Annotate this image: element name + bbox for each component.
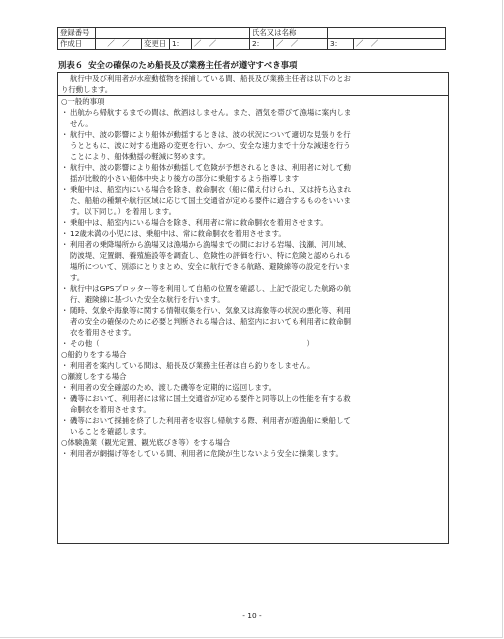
page-number: - 10 - bbox=[242, 611, 262, 620]
change-1-number: 1: bbox=[170, 39, 192, 50]
bullet-dot-icon: ・ bbox=[61, 306, 69, 315]
name-value bbox=[328, 28, 446, 39]
bullet-dot-icon: ・ bbox=[61, 185, 69, 194]
rule-line: 乗船中は、船室内にいる場合を除き、救命胴衣（船に備え付けられ、又は持ち込まれ bbox=[70, 185, 351, 194]
rule-line: す。以下同じ。）を着用します。 bbox=[70, 207, 176, 216]
rules-section bbox=[61, 96, 445, 349]
rule-line: 航行中、波の影響により船体が動揺するときは、波の状況について適切な見張りを行 bbox=[70, 130, 351, 139]
section-heading: ○体験漁業（観光定置、観光底びき等）をする場合 bbox=[61, 438, 231, 447]
rule-item bbox=[61, 305, 445, 338]
rule-line: す。 bbox=[70, 273, 85, 282]
rule-line: 行、避険線に基づいた安全な航行を行います。 bbox=[70, 295, 225, 304]
rule-line: 防波堤、定置網、養殖施設等を調査し、危険性の評価を行い、特に危険と認められる bbox=[70, 251, 351, 260]
rule-line: その他（ ） bbox=[70, 339, 314, 348]
rule-item bbox=[61, 228, 445, 239]
rules-section bbox=[61, 437, 445, 459]
appendix-number: 別表６ bbox=[58, 60, 84, 70]
bullet-dot-icon: ・ bbox=[61, 108, 69, 117]
rule-item bbox=[61, 184, 445, 217]
rule-line: 利用者の安全確認のため、渡した磯等を定期的に巡回します。 bbox=[70, 383, 277, 392]
created-date-value: ／ ／ bbox=[96, 39, 142, 50]
rules-box bbox=[57, 72, 449, 544]
rule-line: ことにより、船体動揺の軽減に努めます。 bbox=[70, 152, 210, 161]
intro-line: り行動します。 bbox=[61, 85, 113, 94]
rule-line: 揺が比較的小さい船体中央より後方の部分に乗船するよう指導します bbox=[70, 174, 300, 183]
rule-item bbox=[61, 448, 445, 459]
rule-line: 衣を着用させます。 bbox=[70, 328, 136, 337]
rule-item bbox=[61, 239, 445, 283]
section-heading: ○一般的事項 bbox=[61, 97, 105, 106]
rule-line: いることを確認します。 bbox=[70, 427, 151, 436]
rule-line: 乗船中は、船室内にいる場合を除き、利用者に常に救命胴衣を着用させます。 bbox=[70, 218, 328, 227]
created-date-label: 作成日 bbox=[58, 39, 96, 50]
rule-item bbox=[61, 393, 445, 415]
change-2-date: ／ ／ bbox=[274, 39, 328, 50]
rules-content bbox=[58, 96, 448, 459]
rule-item bbox=[61, 129, 445, 162]
bullet-dot-icon: ・ bbox=[61, 130, 69, 139]
bullet-dot-icon: ・ bbox=[61, 229, 69, 238]
registration-number-value bbox=[96, 28, 250, 39]
bullet-dot-icon: ・ bbox=[61, 218, 69, 227]
intro-paragraph bbox=[58, 73, 448, 96]
bullet-dot-icon: ・ bbox=[61, 383, 69, 392]
rule-line: 磯等において、利用者には常に国土交通省が定める要件と同等以上の性能を有する救 bbox=[70, 394, 351, 403]
rule-line: 利用者の乗降場所から漁場又は漁場から漁場までの間における岩場、浅瀬、河川域、 bbox=[70, 240, 351, 249]
change-3-date: ／ ／ bbox=[354, 39, 446, 50]
bullet-dot-icon: ・ bbox=[61, 449, 69, 458]
rule-item bbox=[61, 217, 445, 228]
header-table bbox=[57, 27, 446, 50]
bullet-dot-icon: ・ bbox=[61, 361, 69, 370]
bullet-dot-icon: ・ bbox=[61, 240, 69, 249]
rule-item bbox=[61, 162, 445, 184]
rule-line: た、船舶の種類や航行区域に応じて国土交通省が定める要件に適合するものをいいま bbox=[70, 196, 351, 205]
rule-line: 場所について、別添にとりまとめ、安全に航行できる航路、避険線等の設定を行いま bbox=[70, 262, 351, 271]
bullet-dot-icon: ・ bbox=[61, 339, 69, 348]
appendix-title-text: 安全の確保のため船長及び業務主任者が遵守すべき事項 bbox=[88, 60, 298, 70]
rule-line: 利用者が網揚げ等をしている間、利用者に危険が生じないよう安全に操業します。 bbox=[70, 449, 343, 458]
appendix-title bbox=[58, 60, 458, 71]
rules-section bbox=[61, 371, 445, 437]
change-1-date: ／ ／ bbox=[192, 39, 250, 50]
bullet-dot-icon: ・ bbox=[61, 416, 69, 425]
rule-item bbox=[61, 283, 445, 305]
rule-line: 随時、気象や海象等に関する情報収集を行い、気象又は海象等の状況の悪化等、利用 bbox=[70, 306, 351, 315]
rule-line: うとともに、波に対する進路の変更を行い、かつ、安全な速力まで十分な減速を行う bbox=[70, 141, 351, 150]
rule-line: 航行中はGPSプロッター等を利用して自船の位置を確認し、上記で設定した航路の航 bbox=[70, 284, 351, 293]
name-label: 氏名又は名称 bbox=[250, 28, 328, 39]
rule-item bbox=[61, 382, 445, 393]
header-row-dates bbox=[58, 39, 446, 50]
rule-line: 12歳未満の小児には、乗船中は、常に救命胴衣を着用させます。 bbox=[70, 229, 286, 238]
rule-item bbox=[61, 360, 445, 371]
header-row-registration bbox=[58, 28, 446, 39]
change-3-number: 3: bbox=[328, 39, 354, 50]
rule-line: 航行中、波の影響により船体が動揺して危険が予想されるときは、利用者に対して動 bbox=[70, 163, 351, 172]
intro-line: 航行中及び利用者が水産動植物を採捕している間、船長及び業務主任者は以下のとお bbox=[70, 74, 351, 83]
rule-item bbox=[61, 338, 445, 349]
changed-date-label: 変更日 bbox=[142, 39, 170, 50]
bullet-dot-icon: ・ bbox=[61, 284, 69, 293]
section-heading: ○瀬渡しをする場合 bbox=[61, 372, 127, 381]
rule-line: 磯等において採捕を終了した利用者を収容し帰航する際、利用者が遊漁船に乗船して bbox=[70, 416, 351, 425]
rule-line: せん。 bbox=[70, 119, 93, 128]
rule-line: 出航から帰航するまでの間は、飲酒はしません。また、酒気を帯びて漁場に案内しま bbox=[70, 108, 352, 117]
bullet-dot-icon: ・ bbox=[61, 394, 69, 403]
rule-item bbox=[61, 415, 445, 437]
rule-item bbox=[61, 107, 445, 129]
rules-section bbox=[61, 349, 445, 371]
rule-line: 者の安全の確保のために必要と判断される場合は、船室内においても利用者に救命胴 bbox=[70, 317, 351, 326]
rule-line: 命胴衣を着用させます。 bbox=[70, 405, 151, 414]
bullet-dot-icon: ・ bbox=[61, 163, 69, 172]
registration-number-label: 登録番号 bbox=[58, 28, 96, 39]
change-2-number: 2: bbox=[250, 39, 274, 50]
section-heading: ○船釣りをする場合 bbox=[61, 350, 127, 359]
rule-line: 利用者を案内している間は、船長及び業務主任者は自ら釣りをしません。 bbox=[70, 361, 315, 370]
